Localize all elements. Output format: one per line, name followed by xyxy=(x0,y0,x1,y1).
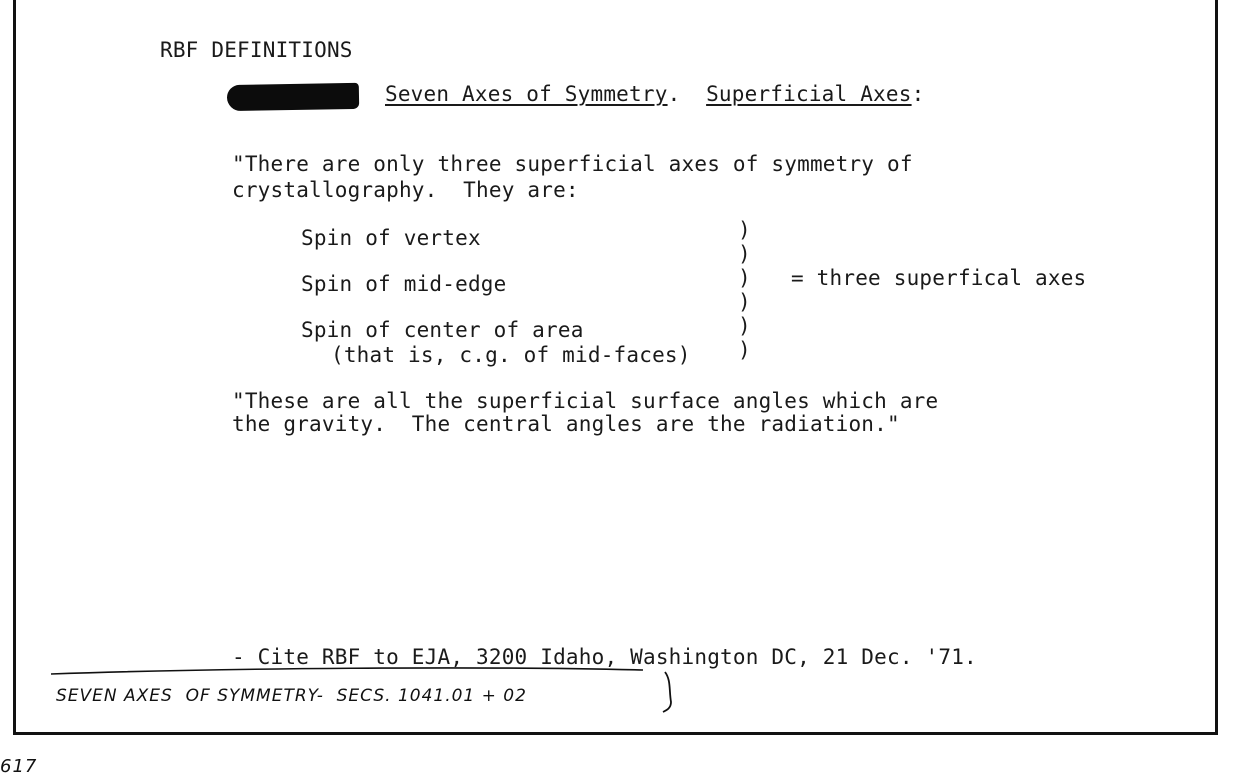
handwritten-note: SEVEN AXES OF SYMMETRY- SECS. 1041.01 + 02 xyxy=(56,686,527,706)
page-number: 617 xyxy=(0,756,38,777)
handwritten-underline xyxy=(3,660,1233,780)
definition-card: RBF DEFINITIONS Seven Axes of Symmetry. Superficial Axes: "There are only three superficial axes of symmetry of crystallography. They are: Spin of vertex Spin of mid-edge Spin of center of area (that is, c.g. of mid-faces) ) ) ) ) ) ) = three superfical axes "These are all the superficial surface angles which are the gravity. The central angles are the radiation." - Cite RBF to EJA, 3200 Idaho, Washington DC, 21 Dec. '71. SEVEN AXES OF SYMMETRY- SECS. 1041.01 + 02 xyxy=(13,0,1218,735)
intro-line-2: crystallography. They are: xyxy=(232,178,579,202)
title-second: Superficial Axes xyxy=(706,82,912,106)
spin-mid-edge: Spin of mid-edge xyxy=(301,272,507,296)
spin-center: Spin of center of area xyxy=(301,318,584,342)
closing-line-2: the gravity. The central angles are the radiation." xyxy=(232,412,900,436)
title-first: Seven Axes of Symmetry xyxy=(385,82,668,106)
citation: - Cite RBF to EJA, 3200 Idaho, Washington DC, 21 Dec. '71. xyxy=(232,645,977,669)
bracket-result: = three superfical axes xyxy=(791,266,1087,290)
intro-line-1: "There are only three superficial axes of symmetry of xyxy=(232,152,913,176)
spin-center-note: (that is, c.g. of mid-faces) xyxy=(331,343,691,367)
spin-vertex: Spin of vertex xyxy=(301,226,481,250)
heading: RBF DEFINITIONS xyxy=(160,38,353,62)
closing-line-1: "These are all the superficial surface angles which are xyxy=(232,389,939,413)
redacted-mark xyxy=(227,83,359,111)
title-line: Seven Axes of Symmetry. Superficial Axes: xyxy=(385,82,925,106)
